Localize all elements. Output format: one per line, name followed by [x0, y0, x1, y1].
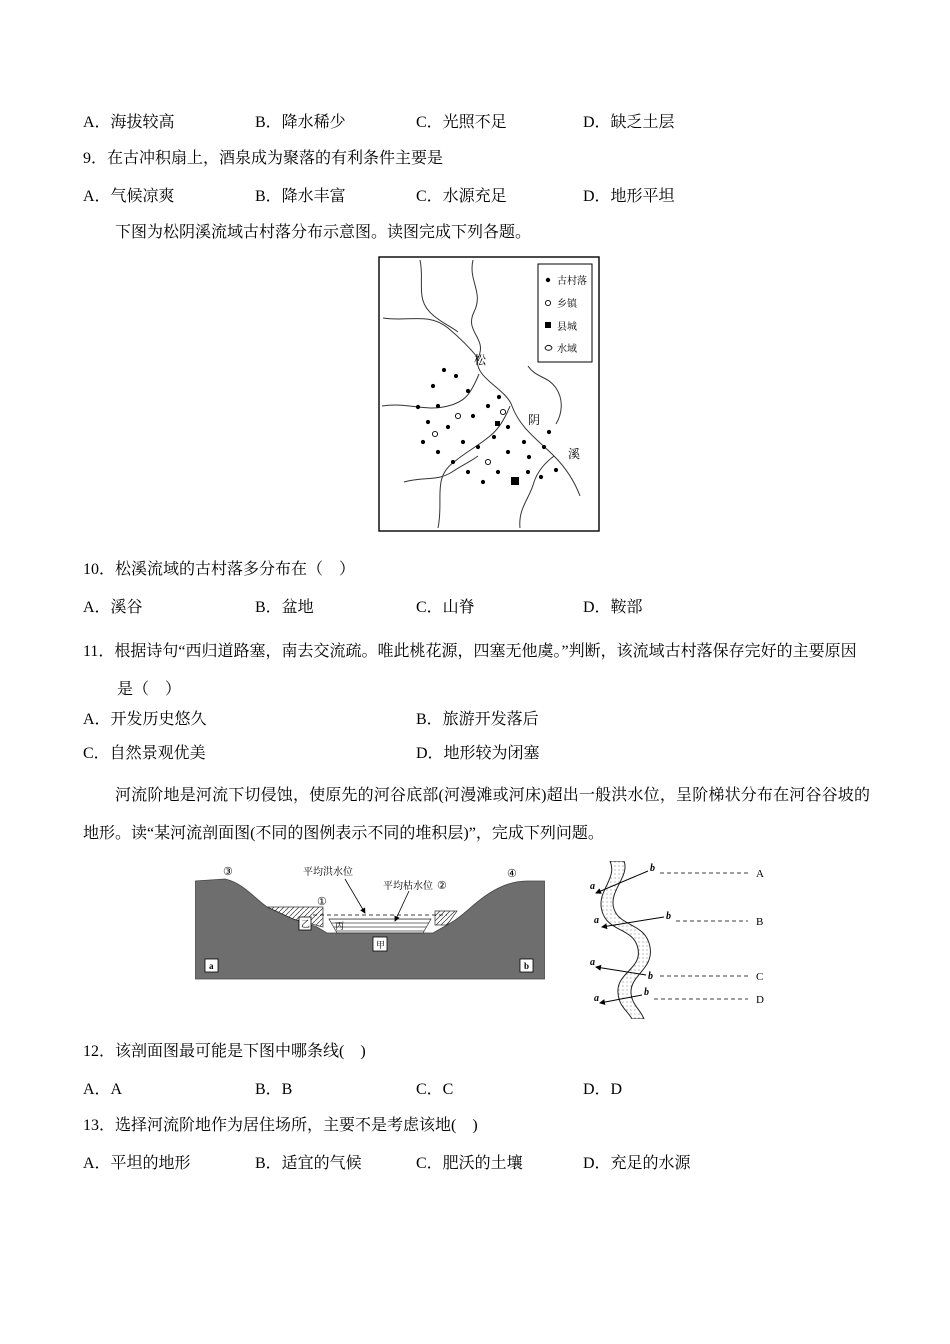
yi-label: 乙 — [301, 919, 311, 929]
legend-county-label: 县城 — [557, 322, 577, 333]
river-water — [329, 919, 431, 933]
question-11-options-row2 — [83, 743, 870, 765]
transect-b-b: b — [666, 911, 671, 922]
transect-d-a: a — [594, 993, 599, 1004]
transect-c-b: b — [648, 971, 653, 982]
transect-a-b: b — [650, 863, 655, 874]
endpoint-b-label: b — [524, 961, 530, 971]
transect-a-a: a — [590, 881, 595, 892]
label-B: B — [756, 916, 764, 928]
legend-village-icon — [546, 278, 550, 282]
flood-level-label: 平均洪水位 — [303, 867, 353, 878]
cross-section-figure — [195, 861, 545, 981]
question-10-stem: 10．松溪流域的古村落多分布在（ ） — [83, 561, 356, 578]
legend-town-label: 乡镇 — [557, 299, 577, 310]
transect-c-a: a — [590, 957, 595, 968]
question-13-stem: 13．选择河流阶地作为居住场所，主要不是考虑该地( ) — [83, 1117, 478, 1134]
question-11-options-row1 — [83, 709, 870, 731]
option-11d: D．地形较为闭塞 — [416, 745, 540, 762]
label-A: A — [756, 868, 764, 880]
question-9-options — [83, 186, 870, 208]
endpoint-a-label: a — [209, 961, 214, 971]
option-9d: D．地形平坦 — [583, 188, 675, 205]
option-9a: A．气候凉爽 — [83, 188, 175, 205]
question-12-options — [83, 1079, 870, 1101]
terrace-figures — [195, 861, 870, 1019]
label-C: C — [756, 971, 764, 983]
option-13c: C．肥沃的土壤 — [416, 1155, 523, 1172]
question-13-options — [83, 1153, 870, 1175]
option-10b: B．盆地 — [255, 599, 314, 616]
question-12-stem: 12．该剖面图最可能是下图中哪条线( ) — [83, 1043, 366, 1060]
question-11-stem: 11．根据诗句“西归道路塞，南去交流疏。唯此桃花源，四塞无他虞。”判断，该流域古村落保存完好的主要原因是（ ） — [83, 643, 857, 698]
layer-2-label: ② — [437, 880, 447, 892]
jia-label: 甲 — [376, 940, 386, 950]
option-8d: D．缺乏土层 — [583, 114, 675, 131]
option-10c: C．山脊 — [416, 599, 475, 616]
label-D: D — [756, 994, 764, 1006]
option-8a: A．海拔较高 — [83, 114, 175, 131]
meander-figure — [590, 861, 780, 1019]
terrace-intro: 河流阶地是河流下切侵蚀，使原先的河谷底部(河漫滩或河床)超出一般洪水位，呈阶梯状分布在河谷谷坡的地形。读“某河流剖面图(不同的图例表示不同的堆积层)”，完成下列问题。 — [83, 787, 870, 842]
dry-level-label: 平均枯水位 — [383, 881, 433, 892]
map-legend — [538, 264, 592, 362]
legend-water-label: 水域 — [557, 344, 577, 355]
option-10a: A．溪谷 — [83, 599, 143, 616]
layer-3-label: ③ — [223, 866, 233, 878]
legend-village-label: 古村落 — [557, 276, 587, 287]
question-10-options — [83, 597, 870, 619]
option-11c: C．自然景观优美 — [83, 745, 206, 762]
option-12d: D．D — [583, 1081, 623, 1098]
legend-water-icon — [545, 345, 552, 350]
option-13d: D．充足的水源 — [583, 1155, 691, 1172]
river-char-yin: 阴 — [528, 413, 541, 427]
option-11a: A．开发历史悠久 — [83, 711, 207, 728]
transect-b-a: a — [594, 915, 599, 926]
map-figure — [378, 256, 870, 537]
option-8c: C．光照不足 — [416, 114, 507, 131]
question-8-options — [83, 112, 870, 134]
river-char-xi: 溪 — [568, 447, 581, 461]
option-12a: A．A — [83, 1081, 123, 1098]
option-10d: D．鞍部 — [583, 599, 643, 616]
option-11b: B．旅游开发落后 — [416, 711, 539, 728]
bing-label: 丙 — [335, 921, 345, 931]
option-12c: C．C — [416, 1081, 454, 1098]
question-9-stem: 9．在古冲积扇上，酒泉成为聚落的有利条件主要是 — [83, 150, 444, 167]
transect-d-b: b — [644, 987, 649, 998]
layer-1-label: ① — [317, 896, 327, 908]
option-8b: B．降水稀少 — [255, 114, 346, 131]
legend-county-icon — [545, 322, 551, 328]
option-13b: B．适宜的气候 — [255, 1155, 362, 1172]
option-13a: A．平坦的地形 — [83, 1155, 191, 1172]
option-12b: B．B — [255, 1081, 293, 1098]
option-9c: C．水源充足 — [416, 188, 507, 205]
legend-town-icon — [545, 300, 550, 305]
option-9b: B．降水丰富 — [255, 188, 346, 205]
layer-4-label: ④ — [507, 868, 517, 880]
map-intro: 下图为松阴溪流域古村落分布示意图。读图完成下列各题。 — [115, 224, 532, 241]
river-char-song: 松 — [474, 353, 487, 367]
village-distribution-map — [378, 256, 600, 532]
